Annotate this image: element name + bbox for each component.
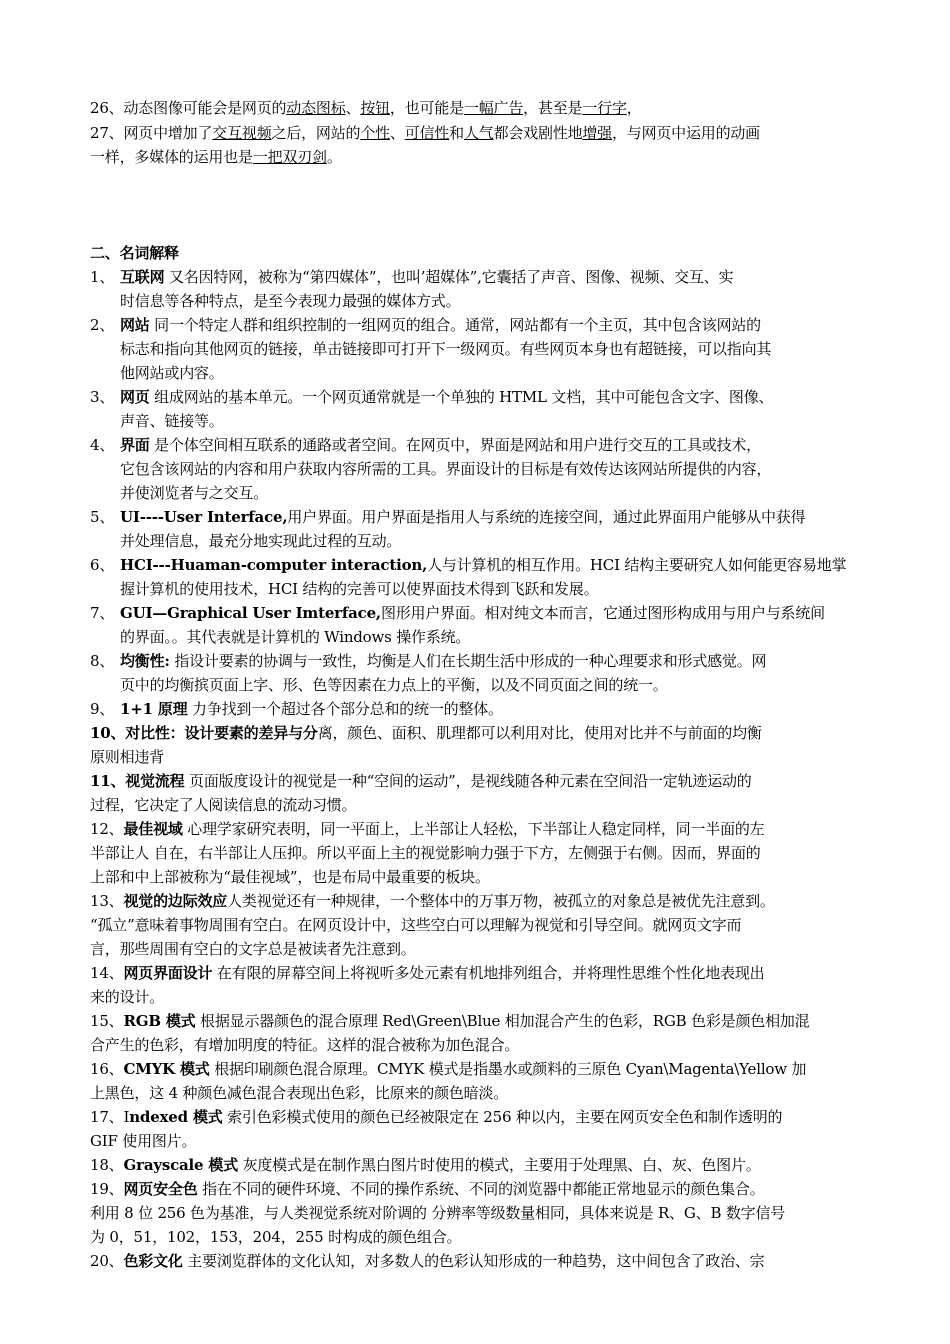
term-name: 1+1 原理 — [120, 700, 188, 718]
term-10-cont: 原则相违背 — [90, 748, 165, 766]
term-7-cont: 的界面。。其代表就是计算机的 Windows 操作系统。 — [120, 628, 471, 646]
item-text: 和 — [449, 124, 464, 142]
term-11 — [90, 771, 870, 791]
term-definition: 同一个特定人群和组织控制的一组网页的组合。通常，网站都有一个主页，其中包含该网站的 — [149, 316, 761, 334]
term-13-cont: 言，那些周围有空白的文字总是被读者先注意到。 — [90, 940, 416, 958]
term-definition: 又名因特网，被称为“第四媒体”，也叫’超媒体”,它囊括了声音、图像、视频、交互、实 — [164, 268, 734, 286]
term-number: 2、 — [90, 316, 115, 334]
term-4-cont: 它包含该网站的内容和用户获取内容所需的工具。界面设计的目标是有效传达该网站所提供的内容， — [120, 460, 772, 478]
term-number: 1、 — [90, 268, 115, 286]
term-name: 色彩文化 — [123, 1252, 183, 1270]
term-11-cont: 过程，它决定了人阅读信息的流动习惯。 — [90, 796, 357, 814]
term-name: UI----User Interface, — [120, 508, 288, 526]
term-1 — [90, 267, 870, 287]
term-definition: 灰度模式是在制作黑白图片时使用的模式，主要用于处理黑、白、灰、色图片。 — [238, 1156, 761, 1174]
term-name: 网页 — [120, 388, 150, 406]
term-19 — [90, 1179, 870, 1199]
term-name: RGB 模式 — [123, 1012, 196, 1030]
fill-in-item-27-cont — [90, 147, 870, 167]
term-number: 20、 — [90, 1252, 124, 1270]
term-12-cont: 上部和中上部被称为“最佳视域”，也是布局中最重要的板块。 — [90, 868, 490, 886]
term-3-cont: 声音、链接等。 — [120, 412, 224, 430]
term-number: 15、 — [90, 1012, 124, 1030]
term-definition: 页面版度设计的视觉是一种“空间的运动”，是视线随各种元素在空间沿一定轨迹运动的 — [184, 772, 752, 790]
fill-in-item-27 — [90, 123, 870, 143]
term-5 — [90, 507, 870, 527]
term-definition: 离，颜色、面积、肌理都可以利用对比，使用对比并不与前面的均衡 — [317, 724, 762, 742]
term-definition: 索引色彩模式使用的颜色已经被限定在 256 种以内，主要在网页安全色和制作透明的 — [222, 1108, 783, 1126]
term-14 — [90, 963, 870, 983]
item-text: 、 — [345, 99, 361, 117]
item-text: ，甚至是 — [523, 99, 583, 117]
term-number: 14、 — [90, 964, 124, 982]
term-definition: 组成网站的基本单元。一个网页通常就是一个单独的 HTML 文档，其中可能包含文字、图像、 — [149, 388, 774, 406]
item-text: ，与网页中运用的动画 — [611, 124, 760, 142]
item-text: ， — [626, 99, 642, 117]
term-definition: 指在不同的硬件环境、不同的操作系统、不同的浏览器中都能正常地显示的颜色集合。 — [197, 1180, 765, 1198]
term-12 — [90, 819, 870, 839]
term-5-cont: 并处理信息，最充分地实现此过程的互动。 — [120, 532, 402, 550]
term-number: 3、 — [90, 388, 115, 406]
term-17 — [90, 1107, 870, 1127]
term-name: Grayscale 模式 — [123, 1156, 239, 1174]
term-definition: 图形用户界面。相对纯文本而言，它通过图形构成用与用户与系统间 — [380, 604, 825, 622]
answer-underlined: 增强 — [582, 124, 612, 142]
term-definition: 根据显示器颜色的混合原理 Red\Green\Blue 相加混合产生的色彩，RGB 色彩是颜色相加混 — [195, 1012, 810, 1030]
answer-underlined: 交互视频 — [212, 124, 272, 142]
term-definition: 是个体空间相互联系的通路或者空间。在网页中，界面是网站和用户进行交互的工具或技术， — [149, 436, 761, 454]
term-4 — [90, 435, 870, 455]
item-text: 26、动态图像可能会是网页的 — [90, 99, 287, 117]
term-definition: 在有限的屏幕空间上将视听多处元素有机地排列组合，并将理性思维个性化地表现出 — [212, 964, 765, 982]
term-definition: 指设计要素的协调与一致性，均衡是人们在长期生活中形成的一种心理要求和形式感觉。网 — [169, 652, 767, 670]
item-text: 27、网页中增加了 — [90, 124, 213, 142]
term-name: 11、视觉流程 — [90, 772, 185, 790]
term-name: 最佳视域 — [123, 820, 183, 838]
section-title: 二、名词解释 — [90, 244, 179, 262]
term-number: 16、 — [90, 1060, 124, 1078]
term-19-cont: 利用 8 位 256 色为基准，与人类视觉系统对阶调的 分辨率等级数量相同，具体来说是 R、G、B 数字信号 — [90, 1204, 786, 1222]
term-10 — [90, 723, 870, 743]
term-12-cont: 半部让人 自在，右半部让人压抑。所以平面上主的视觉影响力强于下方，左侧强于右侧。因而，界面的 — [90, 844, 761, 862]
term-13-cont: “孤立”意味着事物周围有空白。在网页设计中，这些空白可以理解为视觉和引导空间。就网页文字而 — [90, 916, 742, 934]
answer-underlined: 按钮 — [360, 99, 390, 117]
term-number: 8、 — [90, 652, 115, 670]
term-number: 19、 — [90, 1180, 124, 1198]
term-name: HCI---Huaman-computer interaction, — [120, 556, 428, 574]
term-8-cont: 页中的均衡摈页面上字、形、色等因素在力点上的平衡，以及不同页面之间的统一。 — [120, 676, 668, 694]
term-2-cont: 他网站或内容。 — [120, 364, 224, 382]
item-text: 都会戏剧性地 — [493, 124, 583, 142]
term-name: 10、对比性：设计要素的差异与分 — [90, 724, 318, 742]
item-text: 一样，多媒体的运用也是 — [90, 148, 253, 166]
term-6 — [90, 555, 870, 575]
term-number: 6、 — [90, 556, 115, 574]
term-name: ndexed 模式 — [129, 1108, 223, 1126]
term-definition: 心理学家研究表明，同一平面上，上半部让人轻松，下半部让人稳定同样，同一半面的左 — [182, 820, 765, 838]
term-20 — [90, 1251, 870, 1271]
item-text: 。 — [326, 148, 342, 166]
term-15 — [90, 1011, 870, 1031]
term-number: 17、I — [90, 1108, 130, 1126]
term-16-cont: 上黑色，这 4 种颜色减色混合表现出色彩，比原来的颜色暗淡。 — [90, 1084, 509, 1102]
answer-underlined: 一行字 — [582, 99, 627, 117]
answer-underlined: 动态图标 — [286, 99, 346, 117]
item-text: 、 — [389, 124, 405, 142]
term-name: 网页界面设计 — [123, 964, 213, 982]
term-3 — [90, 387, 870, 407]
answer-underlined: 个性 — [360, 124, 390, 142]
term-name: CMYK 模式 — [123, 1060, 210, 1078]
term-2-cont: 标志和指向其他网页的链接，单击链接即可打开下一级网页。有些网页本身也有超链接，可以指向其 — [120, 340, 772, 358]
term-definition: 人与计算机的相互作用。HCI 结构主要研究人如何能更容易地掌 — [427, 556, 847, 574]
term-number: 7、 — [90, 604, 115, 622]
term-number: 4、 — [90, 436, 115, 454]
term-17-cont: GIF 使用图片。 — [90, 1132, 197, 1150]
term-name: 网页安全色 — [123, 1180, 198, 1198]
term-number: 13、 — [90, 892, 124, 910]
term-number: 18、 — [90, 1156, 124, 1174]
term-name: 均衡性: — [120, 652, 170, 670]
term-16 — [90, 1059, 870, 1079]
term-definition: 力争找到一个超过各个部分总和的统一的整体。 — [187, 700, 503, 718]
term-7 — [90, 603, 870, 623]
term-name: 视觉的边际效应 — [123, 892, 228, 910]
term-name: 网站 — [120, 316, 150, 334]
answer-underlined: 一把双刃剑 — [252, 148, 327, 166]
fill-in-item-26 — [90, 98, 870, 118]
term-definition: 用户界面。用户界面是指用人与系统的连接空间，通过此界面用户能够从中获得 — [287, 508, 806, 526]
term-15-cont: 合产生的色彩，有增加明度的特征。这样的混合被称为加色混合。 — [90, 1036, 520, 1054]
term-name: GUI—Graphical User Imterface, — [120, 604, 381, 622]
answer-underlined: 人气 — [463, 124, 494, 142]
answer-underlined: 可信性 — [404, 124, 450, 142]
answer-underlined: 一幅广告 — [463, 99, 524, 117]
term-4-cont: 并使浏览者与之交互。 — [120, 484, 269, 502]
term-number: 12、 — [90, 820, 124, 838]
term-definition: 根据印刷颜色混合原理。CMYK 模式是指墨水或颜料的三原色 Cyan\Magenta\Yellow 加 — [209, 1060, 807, 1078]
term-number: 5、 — [90, 508, 115, 526]
item-text: ，也可能是 — [389, 99, 464, 117]
term-name: 互联网 — [120, 268, 165, 286]
term-9 — [90, 699, 870, 719]
term-name: 界面 — [120, 436, 150, 454]
term-2 — [90, 315, 870, 335]
term-13 — [90, 891, 870, 911]
term-1-cont: 时信息等各种特点，是至今表现力最强的媒体方式。 — [120, 292, 461, 310]
term-14-cont: 来的设计。 — [90, 988, 165, 1006]
term-definition: 主要浏览群体的文化认知，对多数人的色彩认知形成的一种趋势，这中间包含了政治、宗 — [182, 1252, 765, 1270]
term-19-cont: 为 0，51，102，153，204，255 时构成的颜色组合。 — [90, 1228, 462, 1246]
term-number: 9、 — [90, 700, 115, 718]
term-8 — [90, 651, 870, 671]
term-6-cont: 握计算机的使用技术，HCI 结构的完善可以使界面技术得到飞跃和发展。 — [120, 580, 599, 598]
term-definition: 人类视觉还有一种规律，一个整体中的万事万物，被孤立的对象总是被优先注意到。 — [227, 892, 775, 910]
term-18 — [90, 1155, 870, 1175]
item-text: 之后，网站的 — [271, 124, 361, 142]
